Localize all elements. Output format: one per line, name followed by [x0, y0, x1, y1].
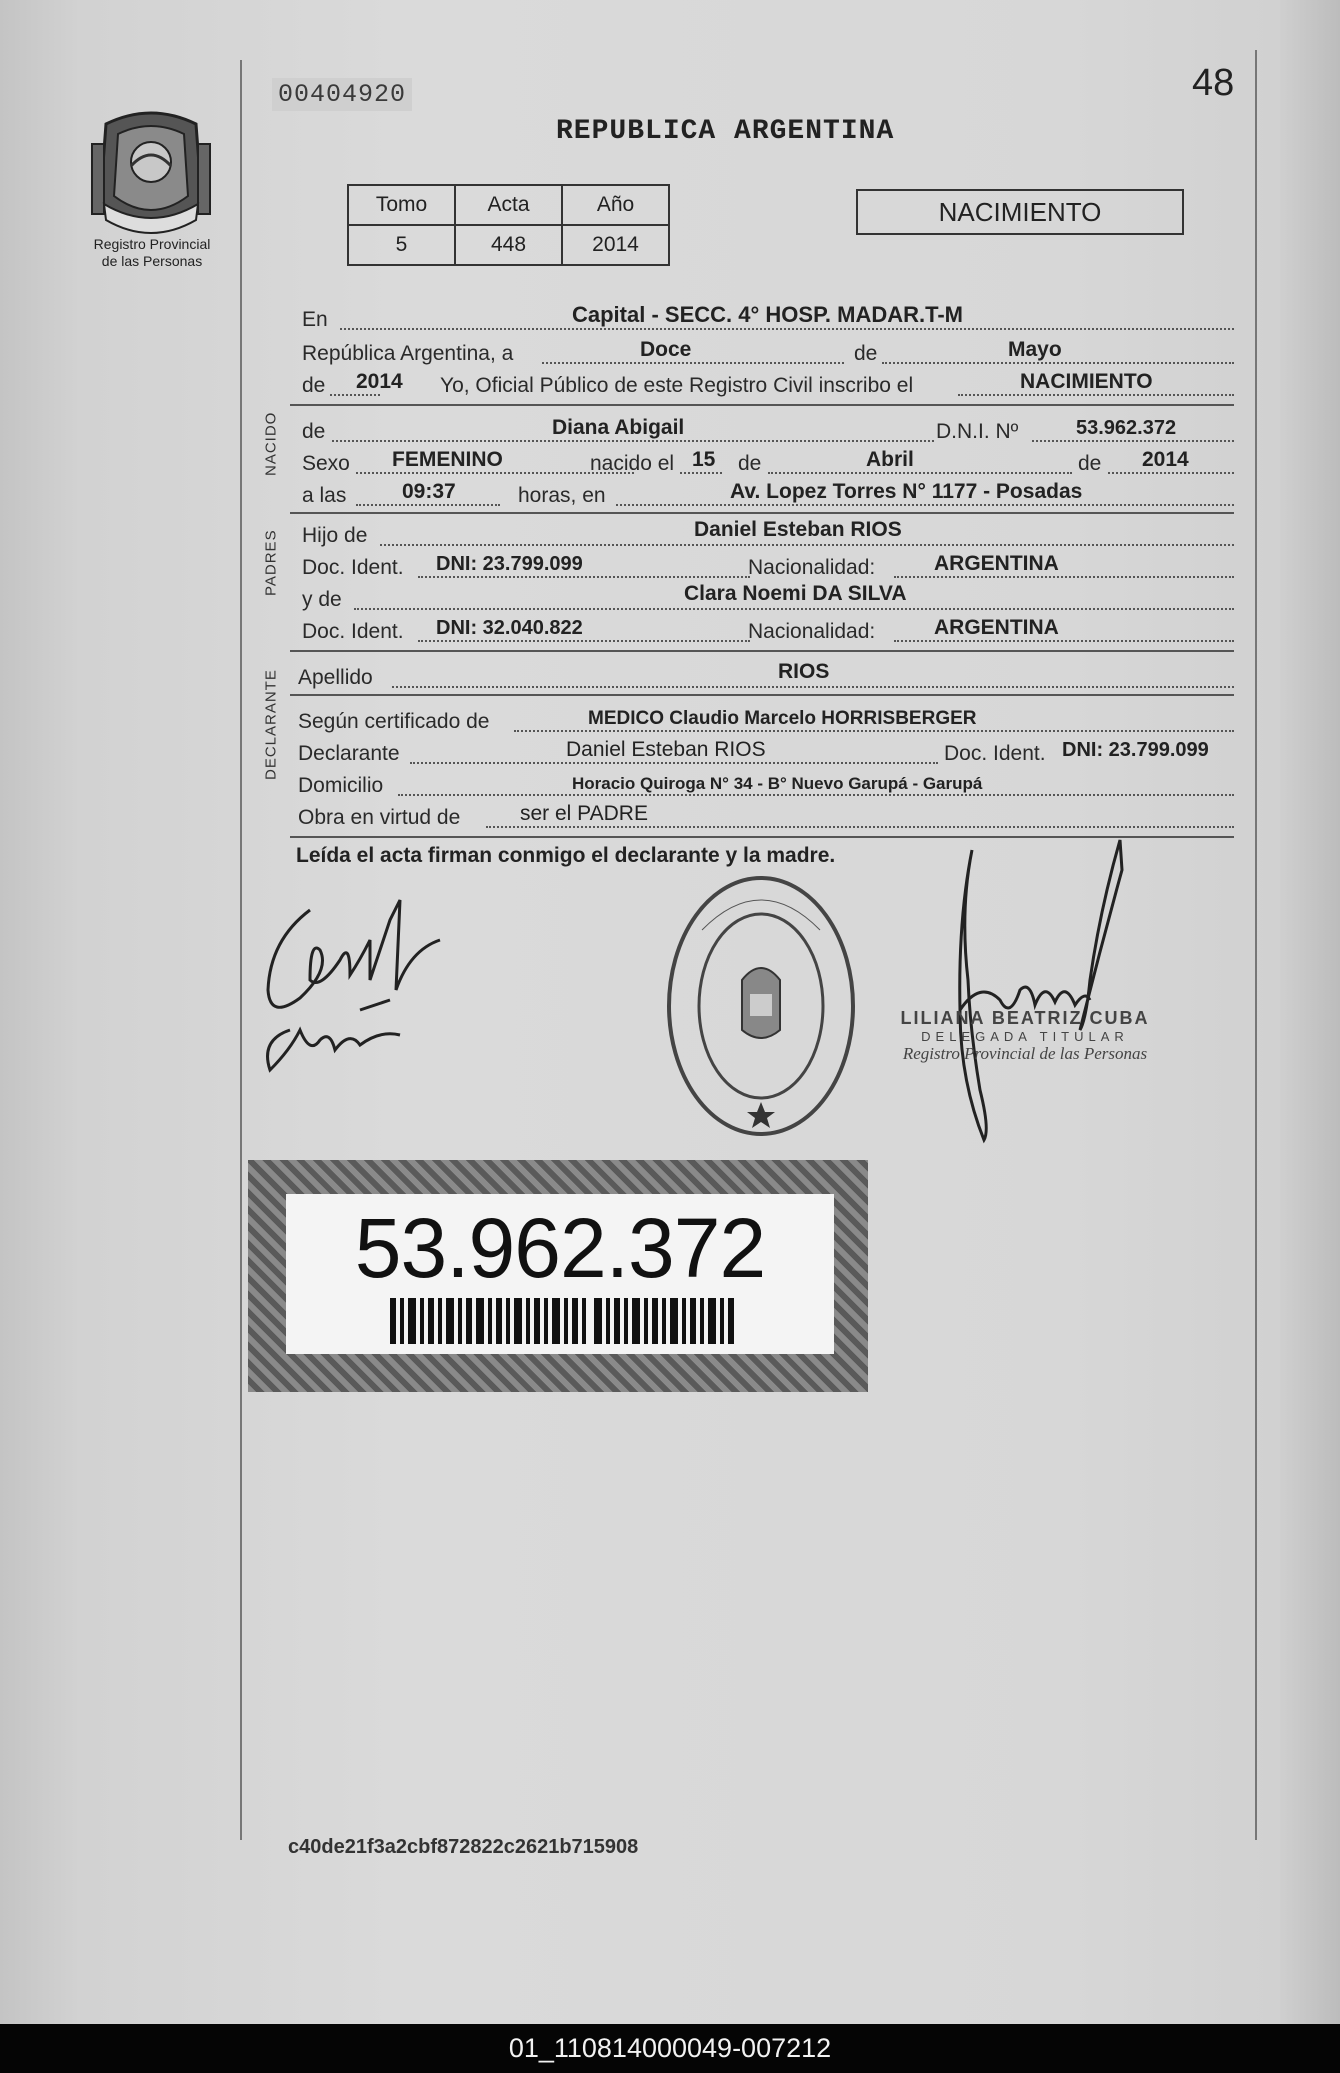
adjacent-page-edge	[1280, 0, 1340, 2024]
label-segun-certificado: Según certificado de	[298, 710, 490, 733]
value-mother-nationality: ARGENTINA	[934, 616, 1059, 639]
value-birth-day: 15	[692, 448, 716, 471]
section-label-padres: PADRES	[262, 529, 280, 596]
dotted-line	[616, 504, 1234, 506]
right-margin-line	[1255, 50, 1257, 1840]
dotted-line	[340, 328, 1234, 330]
dotted-line	[894, 576, 1234, 578]
label-hijo-de: Hijo de	[302, 524, 368, 547]
section-padres	[256, 518, 286, 644]
label-a-las: a las	[302, 484, 347, 507]
divider	[290, 694, 1234, 696]
dotted-line	[894, 640, 1234, 642]
dotted-line	[542, 362, 844, 364]
value-domicilio: Horacio Quiroga N° 34 - B° Nuevo Garupá - Garupá	[572, 774, 983, 793]
label-obra-en-virtud: Obra en virtud de	[298, 806, 461, 829]
official-name-block	[880, 1008, 1170, 1064]
register-value-row	[348, 225, 669, 265]
value-child-dni: 53.962.372	[1076, 417, 1177, 439]
dotted-line	[332, 440, 934, 442]
label-domicilio: Domicilio	[298, 774, 384, 797]
dotted-line	[392, 686, 1234, 688]
dni-label	[248, 1160, 868, 1392]
value-mother-dni: DNI: 32.040.822	[436, 617, 583, 639]
label-doc-ident: Doc. Ident.	[944, 742, 1046, 765]
dotted-line	[882, 362, 1234, 364]
value-obra: ser el PADRE	[520, 802, 648, 825]
row-hijo-de	[302, 520, 1234, 550]
barcode-icon	[390, 1298, 734, 1344]
label-sexo: Sexo	[302, 452, 350, 475]
dotted-line	[398, 794, 1234, 796]
row-obra	[298, 802, 1234, 832]
row-republica	[302, 338, 1234, 368]
closing-statement: Leída el acta firman conmigo el declarante y la madre.	[296, 844, 836, 867]
value-registration-month: Mayo	[1008, 338, 1062, 361]
caption-line-2: de las Personas	[101, 253, 203, 269]
value-father-nationality: ARGENTINA	[934, 552, 1059, 575]
value-child-name: Diana Abigail	[552, 416, 685, 439]
row-inscribo: de 2014 Yo, Oficial Público de este Registro Civil inscribo el NACIMIENTO	[302, 370, 1234, 400]
value-father-name: Daniel Esteban RIOS	[694, 518, 902, 541]
row-mother-doc	[302, 616, 1234, 646]
value-father-dni: DNI: 23.799.099	[436, 553, 583, 575]
acta-value: 448	[455, 225, 562, 265]
value-place-of-registration: Capital - SECC. 4° HOSP. MADAR.T-M	[572, 302, 963, 327]
dotted-line	[514, 730, 1234, 732]
registry-caption	[74, 236, 230, 270]
register-table	[347, 184, 670, 266]
value-registration-day: Doce	[640, 338, 692, 361]
value-mother-name: Clara Noemi DA SILVA	[684, 582, 907, 605]
section-nacido	[256, 412, 286, 510]
official-name: LILIANA BEATRIZ CUBA	[900, 1008, 1150, 1028]
row-declarante	[298, 738, 1234, 768]
dotted-line	[354, 608, 1234, 610]
section-declarante	[256, 669, 286, 830]
row-a-las	[302, 480, 1234, 510]
row-nacido-name	[302, 416, 1234, 446]
divider	[290, 404, 1234, 406]
dotted-line	[410, 762, 938, 764]
value-certificado: MEDICO Claudio Marcelo HORRISBERGER	[588, 708, 977, 729]
dotted-line	[958, 394, 1234, 396]
label-nacionalidad: Nacionalidad:	[748, 556, 876, 579]
serial-number: 00404920	[272, 78, 412, 111]
value-apellido: RIOS	[778, 660, 830, 683]
label-apellido: Apellido	[298, 666, 373, 689]
dotted-line	[1032, 440, 1234, 442]
divider	[290, 650, 1234, 652]
dni-number: 53.962.372	[354, 1201, 766, 1295]
label-nacionalidad: Nacionalidad:	[748, 620, 876, 643]
left-margin-line	[240, 60, 242, 1840]
row-certificado	[298, 706, 1234, 736]
dotted-line	[1108, 472, 1234, 474]
caption-line-1: Registro Provincial	[93, 236, 211, 252]
ano-value: 2014	[562, 225, 669, 265]
label-dni: D.N.I. Nº	[936, 420, 1019, 443]
label-de: de	[738, 452, 762, 475]
dotted-line	[356, 504, 500, 506]
row-y-de	[302, 584, 1234, 614]
tomo-value: 5	[348, 225, 455, 265]
page-number: 48	[1192, 62, 1235, 104]
label-de: de	[302, 420, 326, 443]
label-de: de	[1078, 452, 1102, 475]
official-office: Registro Provincial de las Personas	[902, 1044, 1148, 1063]
registry-stamp	[662, 870, 860, 1142]
value-birth-year: 2014	[1142, 448, 1189, 471]
register-header-row	[348, 185, 669, 225]
ano-header: Año	[562, 185, 669, 225]
value-declarante-dni: DNI: 23.799.099	[1062, 739, 1209, 761]
label-de: de	[854, 342, 878, 365]
dotted-line	[380, 544, 1234, 546]
tomo-header: Tomo	[348, 185, 455, 225]
dotted-line	[330, 394, 380, 396]
value-birth-month: Abril	[866, 448, 914, 471]
value-birth-time: 09:37	[402, 480, 456, 503]
document-hash: c40de21f3a2cbf872822c2621b715908	[288, 1836, 639, 1858]
row-domicilio	[298, 770, 1234, 800]
value-registration-year: 2014	[356, 370, 403, 393]
label-y-de: y de	[302, 588, 342, 611]
dni-label-inner	[286, 1194, 834, 1354]
dotted-line	[486, 826, 1234, 828]
value-birth-place: Av. Lopez Torres N° 1177 - Posadas	[730, 480, 1083, 503]
section-label-nacido: NACIDO	[262, 411, 280, 476]
country-title: REPUBLICA ARGENTINA	[556, 116, 895, 147]
label-nacido-el: nacido el	[590, 452, 675, 475]
row-sexo	[302, 448, 1234, 478]
row-en	[302, 304, 1234, 334]
dotted-line	[768, 472, 1072, 474]
value-declarante: Daniel Esteban RIOS	[566, 738, 766, 761]
label-doc-ident: Doc. Ident.	[302, 556, 404, 579]
dotted-line	[418, 576, 750, 578]
label-doc-ident: Doc. Ident.	[302, 620, 404, 643]
official-signature	[940, 830, 1150, 1150]
dotted-line	[680, 472, 722, 474]
label-yo-oficial: Yo, Oficial Público de este Registro Civil inscribo el	[440, 374, 914, 397]
value-inscribo: NACIMIENTO	[1020, 370, 1153, 393]
act-type-box: NACIMIENTO	[856, 189, 1184, 235]
scan-footer: 01_110814000049-007212	[0, 2024, 1340, 2073]
section-label-declarante: DECLARANTE	[262, 669, 280, 780]
declarant-signature	[250, 880, 470, 1080]
value-sexo: FEMENINO	[392, 448, 503, 471]
official-role: DELEGADA TITULAR	[921, 1029, 1129, 1044]
row-father-doc	[302, 552, 1234, 582]
label-en: En	[302, 308, 328, 331]
row-apellido	[298, 660, 1234, 692]
acta-header: Acta	[455, 185, 562, 225]
label-declarante: Declarante	[298, 742, 400, 765]
divider	[290, 512, 1234, 514]
dotted-line	[418, 640, 750, 642]
label-horas-en: horas, en	[518, 484, 606, 507]
label-republica: República Argentina, a	[302, 342, 514, 365]
